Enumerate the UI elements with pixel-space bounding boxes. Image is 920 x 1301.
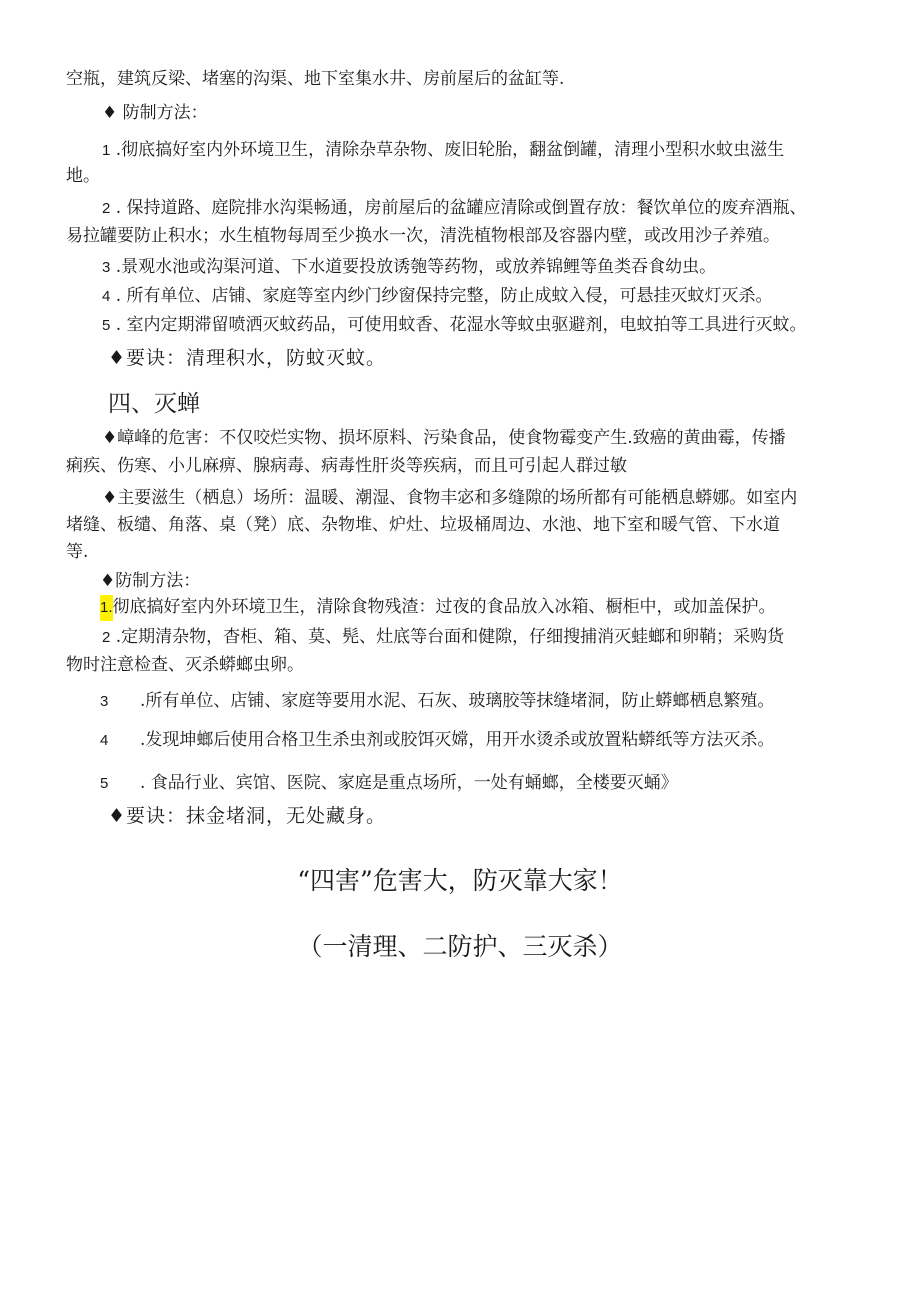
- cockroach-habitat-cont: 堵缝、板缱、角落、桌（凳）底、杂物堆、炉灶、垃圾桶周边、水池、地下室和暖气管、下水道: [66, 515, 780, 535]
- cockroach-harm: ♦嶂峰的危害：不仅咬烂实物、损坏原料、污染食品，使食物霉变产生.致癌的黄曲霉，传播: [102, 428, 786, 448]
- mosquito-method-5: [102, 312, 860, 339]
- item-text: . 保持道路、庭院排水沟渠畅通，房前屋后的盆罐应清除或倒置存放：餐饮单位的废弃酒瓶、: [115, 198, 807, 218]
- mosquito-method-4: [102, 283, 860, 310]
- cockroach-method-1: [100, 594, 860, 621]
- slogan-line-1: “四害”危害大，防灭靠大家！: [297, 866, 623, 895]
- item-text: .彻底搞好室内外环境卫生，清除杂草杂物、废旧轮胎，翻盆倒罐，清理小型积水蚊虫滋生: [115, 140, 785, 160]
- cockroach-method-3: [100, 688, 860, 715]
- item-text: .景观水池或沟渠河道、下水道要投放诱匏等药物，或放养锦鲤等鱼类吞食幼虫。: [115, 257, 717, 277]
- item-text: .定期清杂物，杳柜、箱、莫、髡、灶底等台面和健隙，仔细搜捕消灭蛙螂和卵鞘；采购货: [115, 627, 785, 647]
- item-text: . 食品行业、宾馆、医院、家庭是重点场所，一处有蛹螂，全楼要灭蛹》: [140, 773, 678, 793]
- mosquito-method-1-cont: 地。: [66, 166, 100, 186]
- item-number: 3: [100, 693, 109, 710]
- cockroach-habitat-cont-2: 等.: [66, 542, 89, 562]
- mosquito-habitat-continued: 空瓶，建筑反梁、堵塞的沟渠、地下室集水井、房前屋后的盆缸等.: [66, 69, 565, 89]
- item-number: 1: [102, 142, 111, 159]
- item-number: 4: [102, 288, 111, 305]
- item-number: 2: [102, 629, 111, 646]
- section-title: 四、灭蝉: [108, 391, 200, 417]
- item-number: 5: [100, 775, 109, 792]
- item-number: 1.: [100, 595, 113, 621]
- cockroach-harm-cont: 痢疾、伤寒、小儿麻痹、腺病毒、病毒性肝炎等疾病，而且可引起人群过敏: [66, 456, 627, 476]
- cockroach-methods-label: ♦防制方法：: [100, 571, 201, 591]
- mosquito-method-2: [102, 195, 860, 222]
- cockroach-method-5: [100, 770, 860, 797]
- mosquito-method-3: [102, 254, 860, 281]
- cockroach-motto: ♦要诀：抹金堵洞，无处藏身。: [108, 805, 387, 827]
- item-text: . 室内定期滞留喷洒灭蚊药品，可使用蚊香、花湿水等蚊虫驱避剂，电蚊拍等工具进行灭蚊。: [115, 315, 807, 335]
- item-number: 5: [102, 317, 111, 334]
- cockroach-method-4: [100, 727, 860, 754]
- mosquito-method-1: [102, 137, 860, 164]
- mosquito-method-2-cont: 易拉罐要防止积水；水生植物每周至少换水一次，清洗植物根部及容器内壁，或改用沙子养殖。: [66, 226, 780, 246]
- item-text: 彻底搞好室内外环境卫生，清除食物残渣：过夜的食品放入冰箱、橱柜中，或加盖保护。: [112, 597, 776, 617]
- cockroach-method-2: [102, 624, 860, 651]
- slogan-line-2: （一清理、二防护、三灭杀）: [297, 932, 623, 961]
- item-text: . 所有单位、店铺、家庭等室内纱门纱窗保持完整，防止成蚊入侵，可悬挂灭蚊灯灭杀。: [115, 286, 773, 306]
- cockroach-method-2-cont: 物时注意检查、灭杀蟒螂虫卵。: [66, 655, 304, 675]
- mosquito-methods-label: ♦ 防制方法：: [102, 103, 208, 123]
- mosquito-motto: ♦要诀：清理积水，防蚊灭蚊。: [108, 347, 387, 369]
- item-number: 2: [102, 200, 111, 217]
- item-number: 4: [100, 732, 109, 749]
- item-number: 3: [102, 259, 111, 276]
- cockroach-habitat: ♦主要滋生（栖息）场所：温暖、潮湿、食物丰宓和多缝隙的场所都有可能栖息蟒娜。如室内: [102, 488, 798, 508]
- item-text: .所有单位、店铺、家庭等要用水泥、石灰、玻璃胶等抹缝堵洞，防止蟒螂栖息繁殖。: [140, 691, 775, 711]
- item-text: .发现坤螂后使用合格卫生杀虫剂或胶饵灭嫦，用开水烫杀或放置粘蟒纸等方法灭杀。: [140, 730, 775, 750]
